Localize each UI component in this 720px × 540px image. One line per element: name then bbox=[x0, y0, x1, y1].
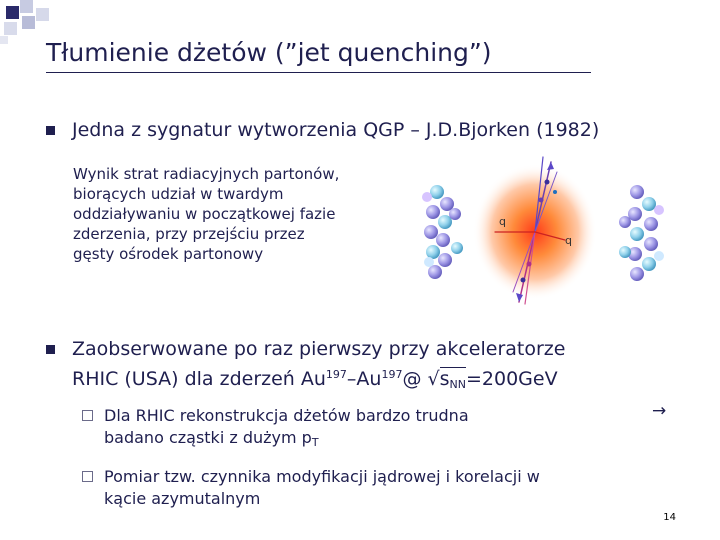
left-nucleus bbox=[422, 185, 463, 279]
collision-label: RHIC (USA) dla zderzeń Au bbox=[72, 368, 326, 390]
subitem-2-line-1: Pomiar tzw. czynnika modyfikacji jądrowej i korelacji w bbox=[104, 467, 540, 486]
slide-title: Tłumienie dżetów (”jet quenching”) bbox=[46, 38, 492, 67]
description-line: zderzenia, przy przejściu przez bbox=[73, 225, 305, 243]
pt-subscript: T bbox=[311, 436, 319, 449]
bullet-2-text bbox=[72, 337, 565, 397]
bullet-1-description bbox=[73, 164, 339, 264]
right-nucleus bbox=[619, 185, 664, 281]
subitem-1-line-2-text: badano cząstki z dużym p bbox=[104, 428, 312, 447]
bullet-1-text: Jedna z sygnatur wytworzenia QGP – J.D.Bjorken (1982) bbox=[72, 119, 600, 141]
collision-energy: =200GeV bbox=[466, 368, 558, 390]
nn-subscript: NN bbox=[449, 378, 466, 391]
sqrt-s-nn bbox=[440, 367, 466, 390]
description-line: gęsty ośrodek partonowy bbox=[73, 245, 264, 263]
subitem-2-line-2: kącie azymutalnym bbox=[104, 489, 261, 508]
page-number: 14 bbox=[663, 512, 676, 523]
jet-quenching-illustration bbox=[415, 152, 680, 312]
mass-number-1: 197 bbox=[325, 368, 347, 381]
s-variable: s bbox=[439, 368, 450, 390]
subitem-1 bbox=[104, 405, 469, 454]
description-line: biorących udział w twardym bbox=[73, 185, 284, 203]
title-underline bbox=[46, 72, 591, 73]
mass-number-2: 197 bbox=[381, 368, 403, 381]
description-line: oddziaływaniu w początkowej fazie bbox=[73, 205, 336, 223]
quark-label-left: q bbox=[499, 215, 506, 228]
bullet-2-line-2 bbox=[72, 362, 565, 397]
description-line: Wynik strat radiacyjnych partonów, bbox=[73, 165, 340, 183]
right-arrow-icon: → bbox=[652, 401, 667, 421]
bullet-2-line-1: Zaobserwowane po raz pierwszy przy akceleratorze bbox=[72, 338, 566, 360]
subitem-checkbox-1 bbox=[82, 410, 93, 421]
subitem-1-line-2 bbox=[104, 427, 469, 454]
bullet-marker-2 bbox=[46, 345, 55, 354]
subitem-checkbox-2 bbox=[82, 471, 93, 482]
subitem-2 bbox=[104, 466, 540, 510]
quark-label-right: q bbox=[565, 234, 572, 247]
sqrt-symbol: @ √ bbox=[402, 368, 440, 390]
subitem-1-line-1: Dla RHIC rekonstrukcja dżetów bardzo trudna bbox=[104, 406, 469, 425]
bullet-marker-1 bbox=[46, 126, 55, 135]
collision-partner: –Au bbox=[346, 368, 382, 390]
